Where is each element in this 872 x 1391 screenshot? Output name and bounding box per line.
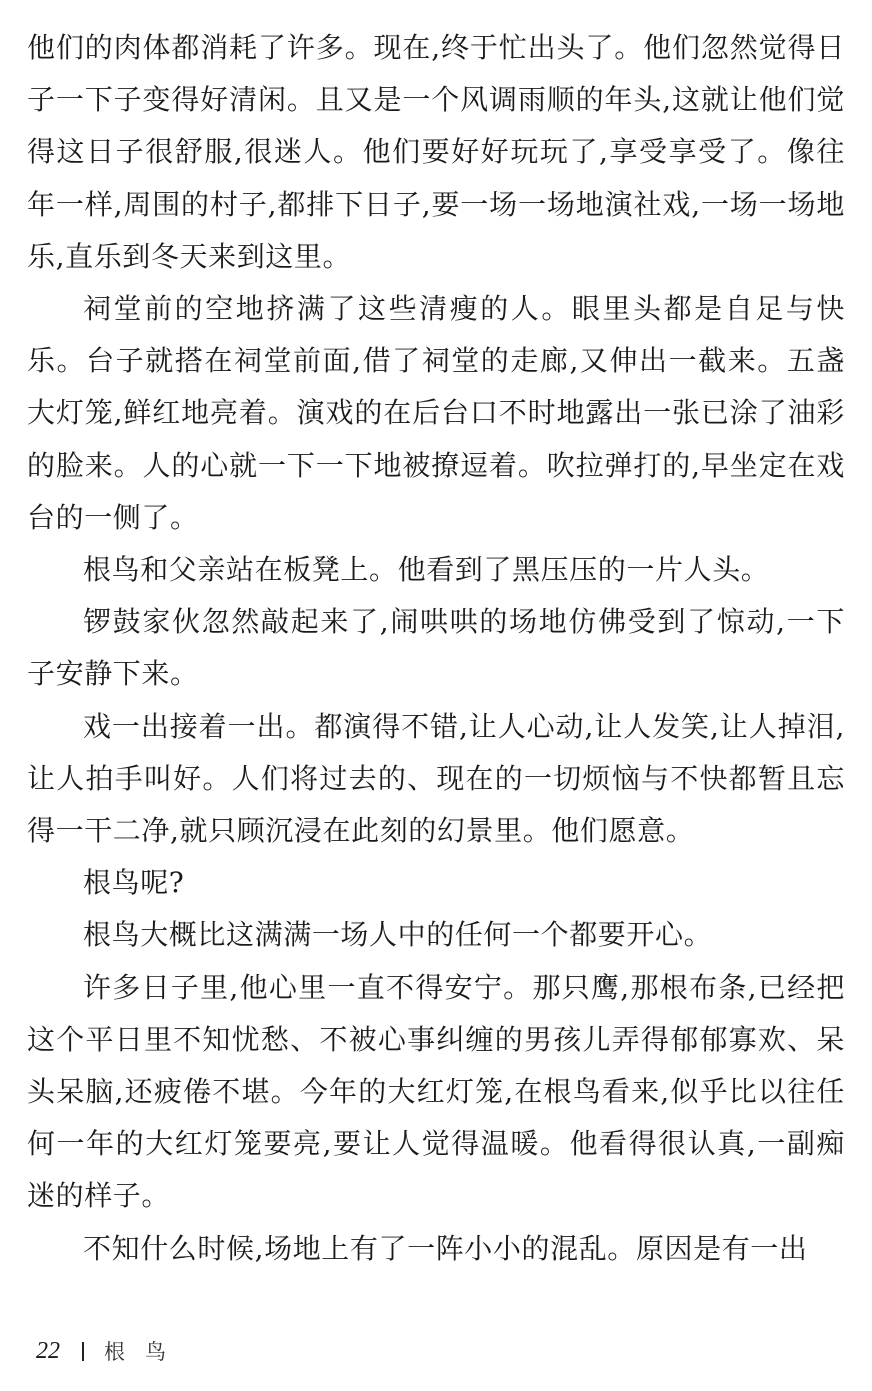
paragraph-7: 根鸟大概比这满满一场人中的任何一个都要开心。 <box>83 918 713 952</box>
paragraph-2: 祠堂前的空地挤满了这些清瘦的人。眼里头都是自足与快乐。台子就搭在祠堂前面,借了祠堂的走廊,又伸出一截来。五盏大灯笼,鲜红地亮着。演戏的在后台口不时地露出一张已涂了油彩的脸来。人的心就一下一下地被撩逗着。吹拉弹打的,早坐定在戏台的一侧了。 <box>27 292 845 534</box>
page-number: 22 <box>36 1337 60 1364</box>
book-title: 根鸟 <box>104 1340 186 1364</box>
paragraph-9: 不知什么时候,场地上有了一阵小小的混乱。原因是有一出 <box>83 1231 808 1265</box>
page-footer <box>36 1334 186 1368</box>
paragraph-4: 锣鼓家伙忽然敲起来了,闹哄哄的场地仿佛受到了惊动,一下子安静下来。 <box>27 605 845 691</box>
paragraph-6: 根鸟呢? <box>83 866 185 900</box>
paragraph-8: 许多日子里,他心里一直不得安宁。那只鹰,那根布条,已经把这个平日里不知忧愁、不被心事纠缠的男孩儿弄得郁郁寡欢、呆头呆脑,还疲倦不堪。今年的大红灯笼,在根鸟看来,似乎比以往任何一年的大红灯笼要亮,要让人觉得温暖。他看得很认真,一副痴迷的样子。 <box>27 970 845 1213</box>
page-body <box>27 22 845 1275</box>
footer-divider <box>82 1342 84 1361</box>
paragraph-1: 他们的肉体都消耗了许多。现在,终于忙出头了。他们忽然觉得日子一下子变得好清闲。且又是一个风调雨顺的年头,这就让他们觉得这日子很舒服,很迷人。他们要好好玩玩了,享受享受了。像往年一样,周围的村子,都排下日子,要一场一场地演社戏,一场一场地乐,直乐到冬天来到这里。 <box>27 31 845 273</box>
paragraph-3: 根鸟和父亲站在板凳上。他看到了黑压压的一片人头。 <box>83 553 770 587</box>
paragraph-5: 戏一出接着一出。都演得不错,让人心动,让人发笑,让人掉泪,让人拍手叫好。人们将过去的、现在的一切烦恼与不快都暂且忘得一干二净,就只顾沉浸在此刻的幻景里。他们愿意。 <box>27 709 845 848</box>
